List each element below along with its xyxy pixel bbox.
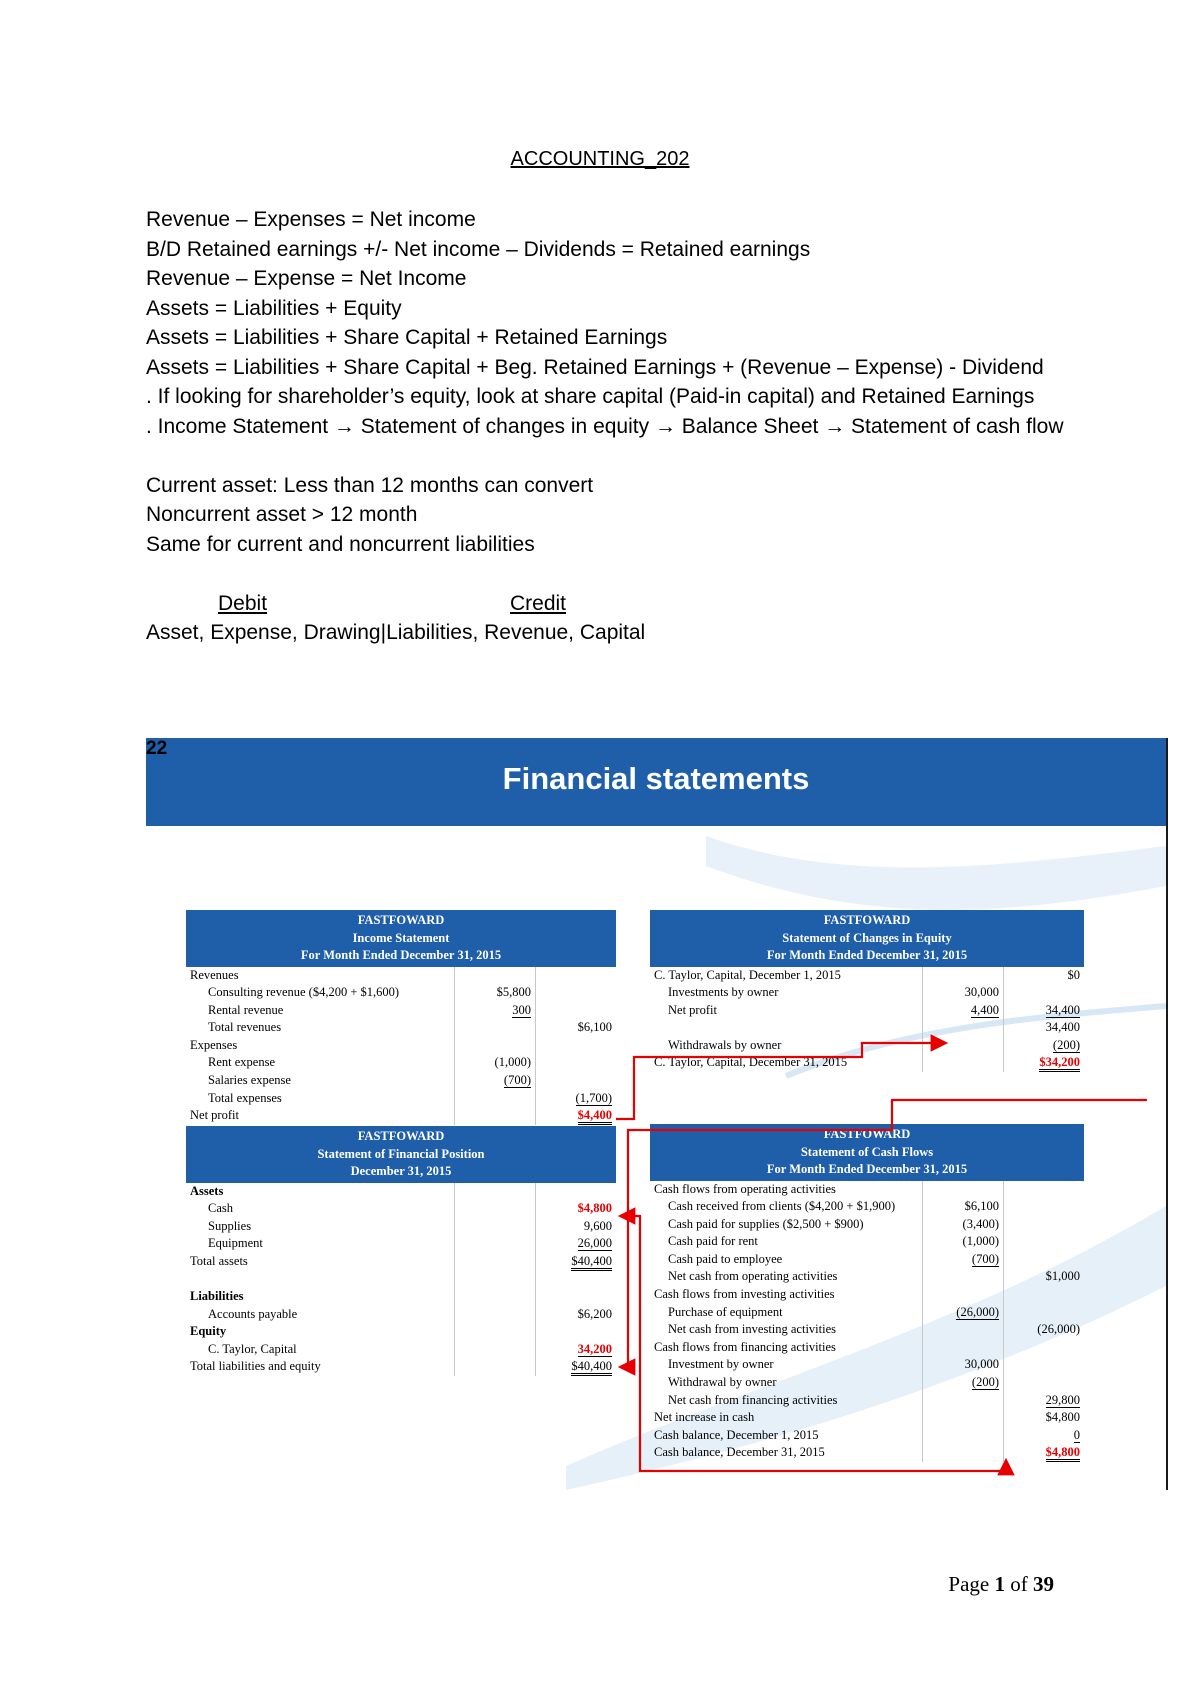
note-line: Assets = Liabilities + Share Capital + Retained Earnings [146,326,668,349]
statement-period: For Month Ended December 31, 2015 [766,1162,968,1176]
table-row: Rental revenue 300 [186,1002,616,1020]
table-row: Cash flows from investing activities [650,1286,1084,1304]
table-row: Cash balance, December 31, 2015 $4,800 [650,1444,1084,1462]
arrow-cash [620,1216,1006,1471]
note-line: Noncurrent asset > 12 month [146,503,418,526]
closing-capital-value: $34,200 [1039,1055,1080,1072]
page-current: 1 [994,1572,1005,1596]
table-row: Liabilities [186,1288,616,1306]
table-row: C. Taylor, Capital 34,200 [186,1341,616,1359]
statement-name: Statement of Financial Position [317,1146,485,1161]
statement-period: December 31, 2015 [350,1164,452,1178]
table-row: Net cash from operating activities $1,000 [650,1268,1084,1286]
statement-period: For Month Ended December 31, 2015 [766,948,968,962]
arrow-net-profit [616,1043,946,1119]
debit-credit-line: Asset, Expense, Drawing|Liabilities, Revenue, Capital [146,621,646,644]
table-row: 34,400 [650,1019,1084,1037]
table-row: Assets [186,1183,616,1201]
table-row: Cash paid for supplies ($2,500 + $900) (3,400) [650,1216,1084,1234]
table-row: Expenses [186,1037,616,1055]
table-row: Net cash from financing activities 29,800 [650,1392,1084,1410]
table-row: Purchase of equipment (26,000) [650,1304,1084,1322]
table-row: Net profit $4,400 [186,1107,616,1125]
note-line: Revenue – Expense = Net Income [146,267,467,290]
note-line: . Income Statement → Statement of changes in equity → Balance Sheet → Statement of cash flow [146,414,1064,438]
table-row: Consulting revenue ($4,200 + $1,600) $5,800 [186,984,616,1002]
table-row: Total assets $40,400 [186,1253,616,1271]
table-row: Net cash from investing activities (26,000) [650,1321,1084,1339]
debit-credit-headers [146,589,1076,619]
page-total: 39 [1033,1572,1054,1596]
note-line: Current asset: Less than 12 months can convert [146,473,594,497]
table-row: Rent expense (1,000) [186,1054,616,1072]
table-row: Revenues [186,967,616,985]
notes-block [146,205,1076,648]
table-row: Investments by owner 30,000 [650,984,1084,1002]
cash-value: $4,800 [577,1201,612,1216]
table-row: Cash $4,800 [186,1200,616,1218]
note-line: Same for current and noncurrent liabilities [146,532,535,556]
table-row: C. Taylor, Capital, December 1, 2015 $0 [650,967,1084,985]
note-line: Revenue – Expenses = Net income [146,208,476,231]
table-row: Net increase in cash $4,800 [650,1409,1084,1427]
table-row: Total expenses (1,700) [186,1090,616,1108]
table-row: Cash received from clients ($4,200 + $1,900) $6,100 [650,1198,1084,1216]
note-line: . If looking for shareholder’s equity, look at share capital (Paid-in capital) and Retained Earnings [146,385,1035,408]
statement-name: Statement of Cash Flows [800,1144,934,1159]
company-name: FASTFOWARD [357,1129,445,1143]
statement-period: For Month Ended December 31, 2015 [300,948,502,962]
financial-statements-slide [146,738,1168,1490]
statement-name: Statement of Changes in Equity [782,930,952,945]
table-row: Salaries expense (700) [186,1072,616,1090]
net-profit-value: $4,400 [578,1108,612,1125]
page-footer [948,1572,1054,1597]
closing-cash-value: $4,800 [1046,1445,1080,1462]
debit-header: Debit [218,591,268,615]
table-row: Cash flows from financing activities [650,1339,1084,1357]
table-row: Supplies 9,600 [186,1218,616,1236]
table-row: Cash flows from operating activities [650,1181,1084,1199]
table-row: Net profit 4,400 34,400 [650,1002,1084,1020]
connector-arrows [146,738,1166,1490]
statement-name: Income Statement [352,930,450,945]
company-name: FASTFOWARD [823,1127,911,1141]
table-row: Cash paid for rent (1,000) [650,1233,1084,1251]
note-line: Assets = Liabilities + Share Capital + Beg. Retained Earnings + (Revenue – Expense) - Dividend [146,355,1044,379]
table-row: Withdrawal by owner (200) [650,1374,1084,1392]
credit-header: Credit [510,591,567,615]
table-row: Total revenues $6,100 [186,1019,616,1037]
table-row: Investment by owner 30,000 [650,1356,1084,1374]
slide-title: Financial statements [502,761,810,796]
table-row: Accounts payable $6,200 [186,1306,616,1324]
arrow-capital [620,1100,1147,1367]
table-row: Cash balance, December 1, 2015 0 [650,1427,1084,1445]
company-name: FASTFOWARD [823,913,911,927]
table-row: C. Taylor, Capital, December 31, 2015 $34,200 [650,1054,1084,1072]
company-name: FASTFOWARD [357,913,445,927]
table-row: Withdrawals by owner (200) [650,1037,1084,1055]
table-row: Total liabilities and equity $40,400 [186,1358,616,1376]
note-line: Assets = Liabilities + Equity [146,296,402,320]
page-prefix: Page [948,1572,995,1596]
table-row: Cash paid to employee (700) [650,1251,1084,1269]
capital-value: 34,200 [577,1341,612,1356]
table-row: Equity [186,1323,616,1341]
table-row: Equipment 26,000 [186,1235,616,1253]
page-mid: of [1005,1572,1033,1596]
document-title: ACCOUNTING_202 [510,148,690,170]
slide-number: 22 [146,738,168,759]
note-line: B/D Retained earnings +/- Net income – Dividends = Retained earnings [146,237,811,261]
